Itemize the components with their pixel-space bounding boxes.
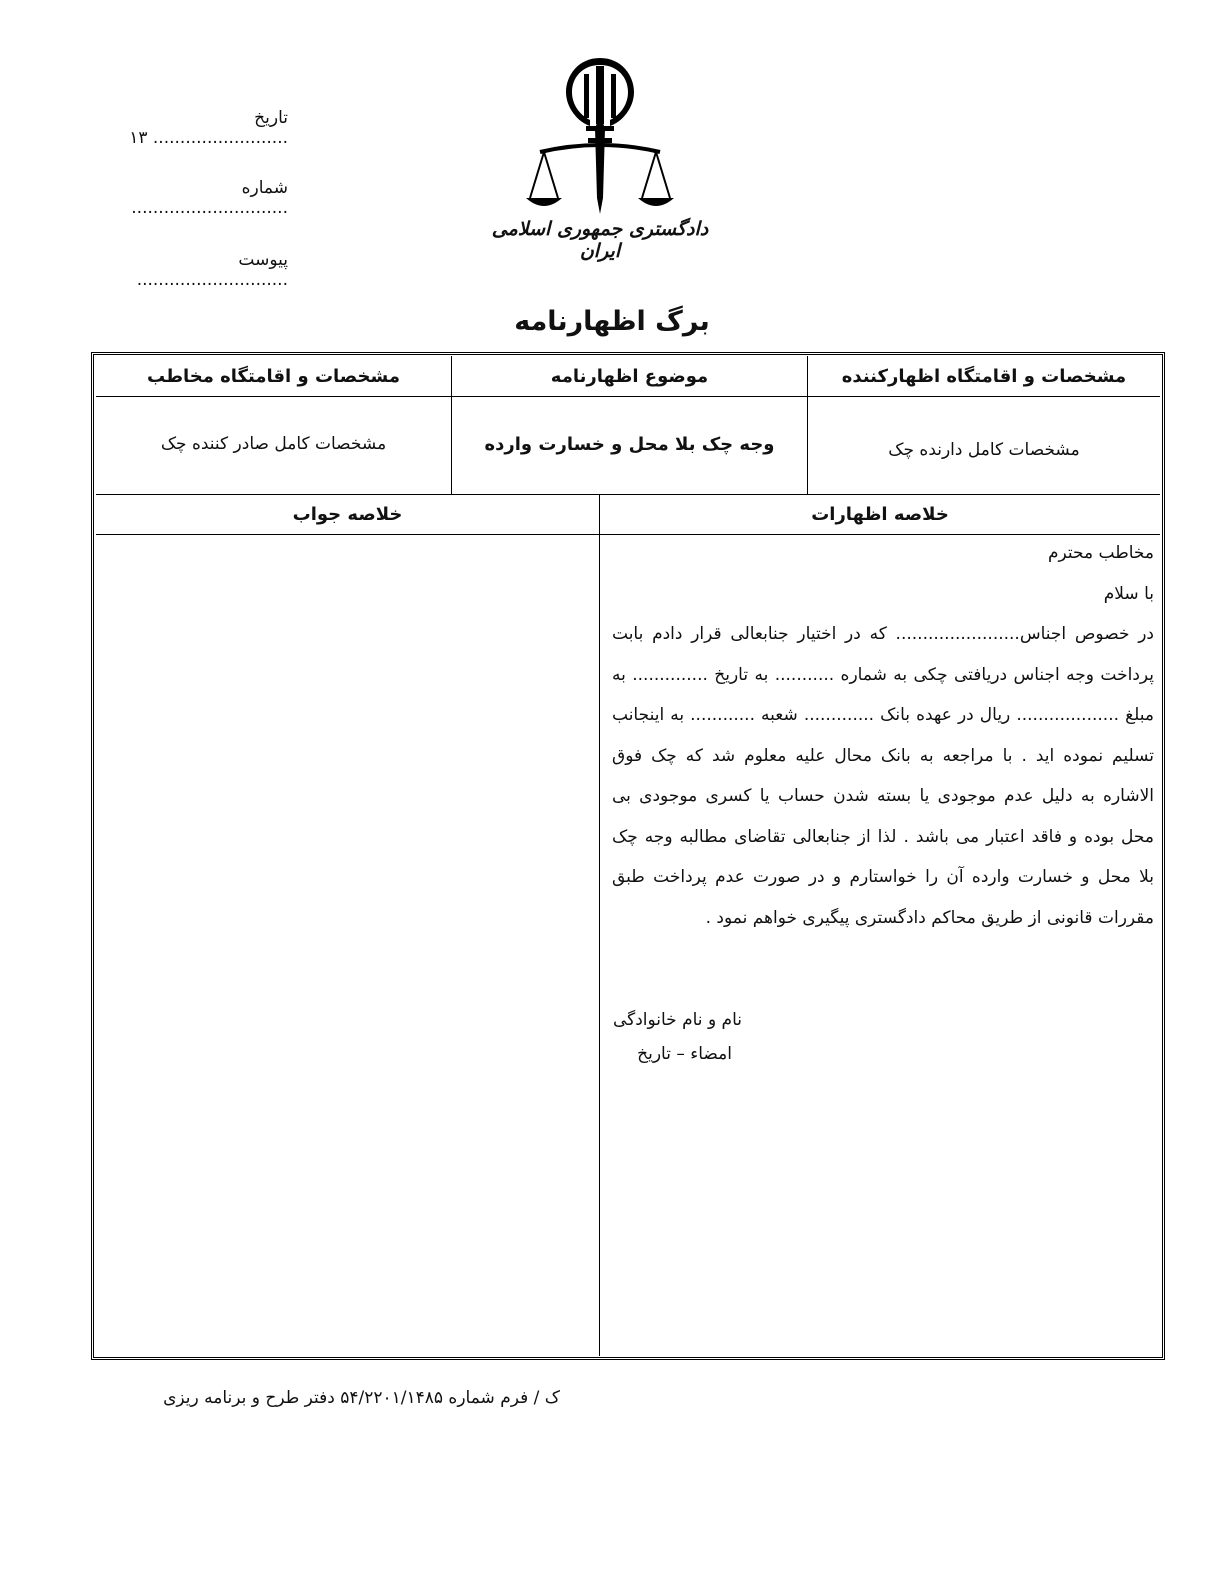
number-field: شماره .............................	[131, 178, 288, 218]
header-declarant: مشخصات و اقامتگاه اظهارکننده	[841, 366, 1127, 387]
greeting: با سلام	[1103, 583, 1154, 604]
header-addressee: مشخصات و اقامتگاه مخاطب	[147, 366, 400, 387]
letter-line: بلا محل و خسارت وارده آن را خواستارم و در صورت عدم پرداخت طبق	[612, 867, 1154, 887]
letter-line: مقررات قانونی از طریق محاکم دادگستری پیگیری خواهم نمود .	[705, 907, 1154, 928]
addressee-value: مشخصات کامل صادر کننده چک	[160, 434, 387, 454]
header-subject: موضوع اظهارنامه	[550, 366, 709, 387]
declarant-value: مشخصات کامل دارنده چک	[888, 440, 1080, 460]
signature-date-label: امضاء – تاریخ	[637, 1044, 732, 1064]
page-title: برگ اظهارنامه	[514, 306, 710, 337]
table-row-divider	[96, 396, 1160, 397]
letter-body	[612, 533, 1154, 938]
letter-line: مبلغ ................... ریال در عهده بانک ............. شعبه ............ به اینجانب	[612, 705, 1154, 725]
table-col-divider	[599, 494, 600, 1356]
summary-statements-header: خلاصه اظهارات	[811, 504, 949, 525]
letter-line: الاشاره به دلیل عدم موجودی یا بسته شدن حساب یا کسری موجودی بی	[612, 786, 1154, 806]
date-field: تاریخ ......................... ۱۳	[129, 108, 288, 148]
judiciary-logo-text: دادگستری جمهوری اسلامی ایران	[491, 218, 709, 262]
subject-value: وجه چک بلا محل و خسارت وارده	[484, 434, 775, 455]
summary-reply-header: خلاصه جواب	[292, 504, 403, 525]
salutation: مخاطب محترم	[1047, 543, 1154, 563]
letter-line: در خصوص اجناس....................... که در اختیار جنابعالی قرار دادم بابت	[612, 624, 1154, 644]
letter-line: پرداخت وجه اجناس دریافتی چکی به شماره ........... به تاریخ .............. به	[612, 664, 1154, 685]
attachment-field: پیوست ............................	[136, 250, 288, 290]
letter-line: محل بوده و فاقد اعتبار می باشد . لذا از جنابعالی تقاضای مطالبه وجه چک	[612, 826, 1154, 847]
letter-line: تسلیم نموده اید . با مراجعه به بانک محال علیه معلوم شد که چک فوق	[612, 745, 1154, 766]
table-row-divider	[96, 494, 1160, 495]
form-footer: ک / فرم شماره ۵۴/۲۲۰۱/۱۴۸۵ دفتر طرح و برنامه ریزی	[163, 1388, 560, 1408]
name-label: نام و نام خانوادگی	[612, 1010, 742, 1030]
